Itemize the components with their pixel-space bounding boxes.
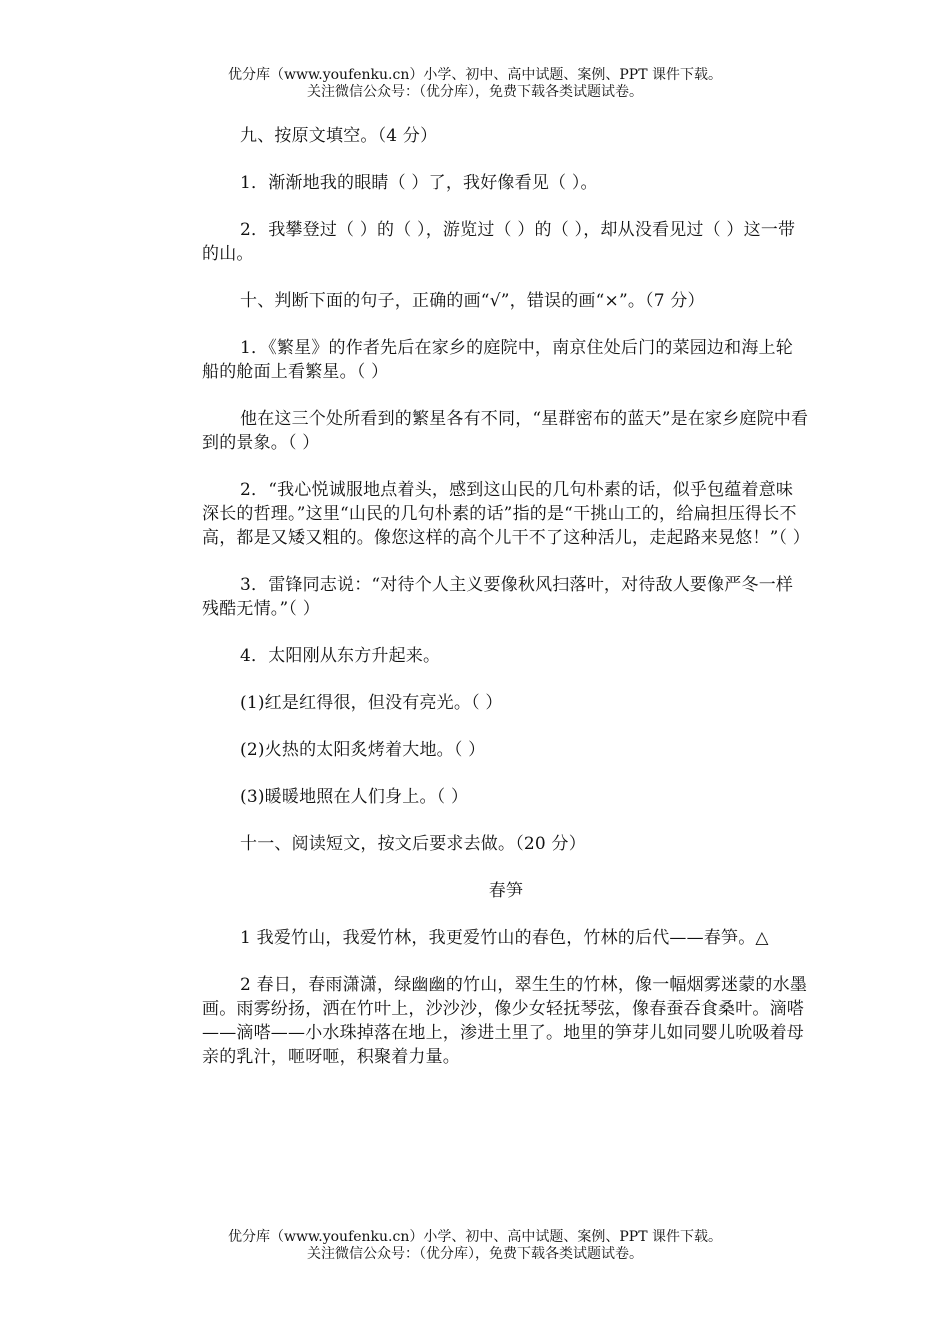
section-9-heading: 九、按原文填空。（4 分） bbox=[240, 126, 438, 146]
question-9-1: 1．渐渐地我的眼睛（ ）了，我好像看见（ ）。 bbox=[240, 173, 598, 193]
question-10-3: 3．雷锋同志说：“对待个人主义要像秋风扫落叶，对待敌人要像严冬一样残酷无情。”（ ） bbox=[202, 575, 794, 619]
question-10-1b: 他在这三个处所看到的繁星各有不同，“星群密布的蓝天”是在家乡庭院中看到的景象。（ ） bbox=[202, 409, 809, 453]
header-line-2: 关注微信公众号：（优分库），免费下载各类试题试卷。 bbox=[307, 84, 643, 100]
question-10-4-1: (1)红是红得很，但没有亮光。（ ） bbox=[240, 693, 503, 713]
footer-line-2: 关注微信公众号：（优分库），免费下载各类试题试卷。 bbox=[307, 1246, 643, 1262]
question-9-2: 2．我攀登过（ ）的（ ），游览过（ ）的（ ），却从没看见过（ ）这一带的山。 bbox=[202, 220, 796, 264]
header-line-1: 优分库（www.youfenku.cn）小学、初中、高中试题、案例、PPT 课件下载。 bbox=[227, 67, 722, 83]
passage-title: 春笋 bbox=[488, 881, 524, 901]
passage-paragraph-2: 2 春日，春雨潇潇，绿幽幽的竹山，翠生生的竹林，像一幅烟雾迷蒙的水墨画。雨雾纷扬，洒在竹叶上，沙沙沙，像少女轻抚琴弦，像春蚕吞食桑叶。滴嗒——滴嗒——小水珠掉落在地上，渗进土里了。地里的笋芽儿如同婴儿吮吸着母亲的乳汁，咂呀咂，积聚着力量。 bbox=[202, 975, 808, 1067]
section-11-heading: 十一、阅读短文，按文后要求去做。（20 分） bbox=[240, 834, 586, 854]
question-10-4-3: (3)暖暖地照在人们身上。（ ） bbox=[240, 787, 469, 807]
page-footer bbox=[0, 1229, 950, 1263]
section-10-heading: 十、判断下面的句子，正确的画“√”，错误的画“×”。（7 分） bbox=[240, 291, 705, 311]
question-10-2: 2．“我心悦诚服地点着头，感到这山民的几句朴素的话，似乎包蕴着意味深长的哲理。”这里“山民的几句朴素的话”指的是“干挑山工的，给扁担压得长不高，都是又矮又粗的。像您这样的高个儿干不了这种活儿，走起路来晃悠！”（ ） bbox=[202, 480, 810, 548]
question-10-4-2: (2)火热的太阳炙烤着大地。（ ） bbox=[240, 740, 486, 760]
page-header bbox=[0, 67, 950, 101]
question-10-4: 4．太阳刚从东方升起来。 bbox=[240, 646, 441, 666]
footer-line-1: 优分库（www.youfenku.cn）小学、初中、高中试题、案例、PPT 课件下载。 bbox=[227, 1229, 722, 1245]
passage-paragraph-1: 1 我爱竹山，我爱竹林，我更爱竹山的春色，竹林的后代——春笋。△ bbox=[240, 928, 769, 948]
document-body bbox=[202, 124, 810, 1092]
question-10-1: 1．《繁星》的作者先后在家乡的庭院中，南京住处后门的菜园边和海上轮船的舱面上看繁星。（ ） bbox=[202, 338, 793, 382]
